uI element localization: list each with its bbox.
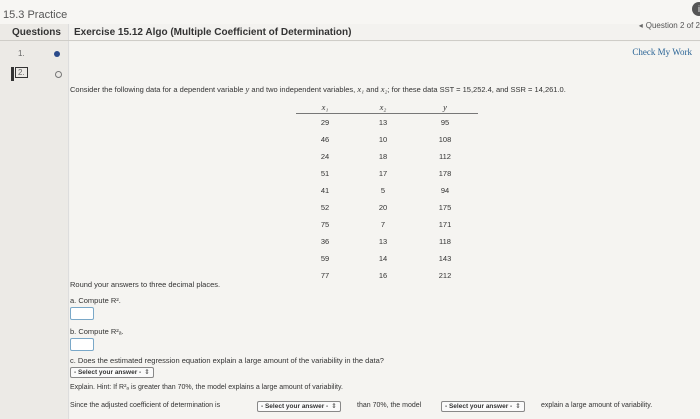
explain-hint: Explain. Hint: If R²ₐ is greater than 70%, the model explains a large amount of variability. (70, 384, 343, 391)
header-divider (0, 40, 700, 41)
page-title: 15.3 Practice (3, 9, 68, 21)
table-cell: 13 (378, 118, 388, 127)
unanswered-dot-icon (55, 71, 62, 78)
table-cell: 14 (378, 254, 388, 263)
table-cell: 41 (320, 186, 330, 195)
variability-select[interactable] (70, 367, 154, 378)
table-cell: 5 (380, 186, 386, 195)
table-cell: 10 (378, 135, 388, 144)
part-c-label: c. Does the estimated regression equation explain a large amount of the variability in the data? (70, 356, 384, 365)
answered-dot-icon (54, 51, 60, 57)
table-row (296, 233, 478, 250)
table-cell: 171 (438, 220, 452, 229)
table-cell: 175 (438, 203, 452, 212)
part-b-label: b. Compute R²ₐ. (70, 327, 124, 336)
model-explain-select[interactable] (441, 401, 525, 412)
table-cell: 178 (438, 169, 452, 178)
data-table (296, 100, 478, 284)
exercise-title: Exercise 15.12 Algo (Multiple Coefficient of Determination) (74, 27, 352, 38)
x2-symbol: x₂ (380, 84, 388, 94)
question-prompt (70, 84, 566, 94)
dropdown-caret-icon: ⇕ (515, 403, 521, 410)
table-cell: 59 (320, 254, 330, 263)
table-row (296, 250, 478, 267)
table-cell: 18 (378, 152, 388, 161)
comparison-select[interactable] (257, 401, 341, 412)
table-cell: 16 (378, 271, 388, 280)
table-cell: 108 (438, 135, 452, 144)
x1-symbol: x₁ (357, 84, 365, 94)
select-label: - Select your answer - (445, 403, 513, 410)
table-cell: 75 (320, 220, 330, 229)
question-sidebar (0, 24, 69, 419)
check-my-work-link[interactable]: Check My Work (632, 47, 692, 57)
table-cell: 212 (438, 271, 452, 280)
top-bar (0, 0, 700, 24)
table-cell: 7 (380, 220, 386, 229)
table-cell: 51 (320, 169, 330, 178)
info-circle-icon[interactable]: i (692, 2, 700, 16)
table-cell: 94 (440, 186, 450, 195)
table-row (296, 216, 478, 233)
prompt-text: Consider the following data for a dependent variable (70, 85, 246, 94)
table-cell: 77 (320, 271, 330, 280)
since-text-mid: than 70%, the model (357, 402, 422, 409)
table-row (296, 267, 478, 284)
since-text-end: explain a large amount of variability. (541, 402, 653, 409)
table-cell: 17 (378, 169, 388, 178)
since-text: Since the adjusted coefficient of determination is (70, 402, 221, 409)
y-symbol: y (245, 84, 250, 94)
table-cell: 46 (320, 135, 330, 144)
table-cell: 20 (378, 203, 388, 212)
dropdown-caret-icon: ⇕ (331, 403, 337, 410)
table-cell: 112 (439, 152, 451, 161)
select-label: - Select your answer - (74, 369, 142, 376)
table-cell: 29 (320, 118, 330, 127)
question-number: 1. (18, 49, 25, 58)
since-sentence (70, 402, 220, 409)
table-row (296, 165, 478, 182)
table-cell: 36 (320, 237, 330, 246)
question-number: 2. (15, 67, 28, 78)
questions-header: Questions (12, 27, 61, 38)
back-arrow-icon[interactable]: ◂ (638, 21, 643, 30)
r2-answer-input[interactable] (70, 307, 94, 320)
table-cell: 95 (440, 118, 450, 127)
dropdown-caret-icon: ⇕ (144, 369, 150, 376)
adj-r2-answer-input[interactable] (70, 338, 94, 351)
column-header: x₁ (296, 100, 354, 114)
select-label: - Select your answer - (261, 403, 329, 410)
table-cell: 118 (439, 237, 451, 246)
question-nav[interactable] (639, 21, 700, 30)
table-row (296, 114, 478, 132)
table-row (296, 199, 478, 216)
table-row (296, 148, 478, 165)
table-cell: 13 (378, 237, 388, 246)
table-cell: 24 (320, 152, 330, 161)
prompt-text: and two independent variables, (249, 85, 358, 94)
sidebar-item-question-1[interactable] (0, 45, 68, 63)
instructions: Round your answers to three decimal places. (70, 280, 221, 289)
table-row (296, 182, 478, 199)
column-header: x₂ (354, 100, 412, 114)
table-row (296, 131, 478, 148)
sidebar-item-question-2[interactable] (0, 65, 68, 83)
table-cell: 52 (320, 203, 330, 212)
column-header: y (412, 100, 478, 114)
prompt-text: ; for these data SST = 15,252.4, and SSR = 14,261.0. (387, 85, 566, 94)
part-a-label: a. Compute R². (70, 296, 121, 305)
prompt-text: and (364, 85, 381, 94)
table-cell: 143 (438, 254, 452, 263)
question-nav-label: Question 2 of 2 (645, 21, 700, 30)
table-header-row (296, 100, 478, 114)
